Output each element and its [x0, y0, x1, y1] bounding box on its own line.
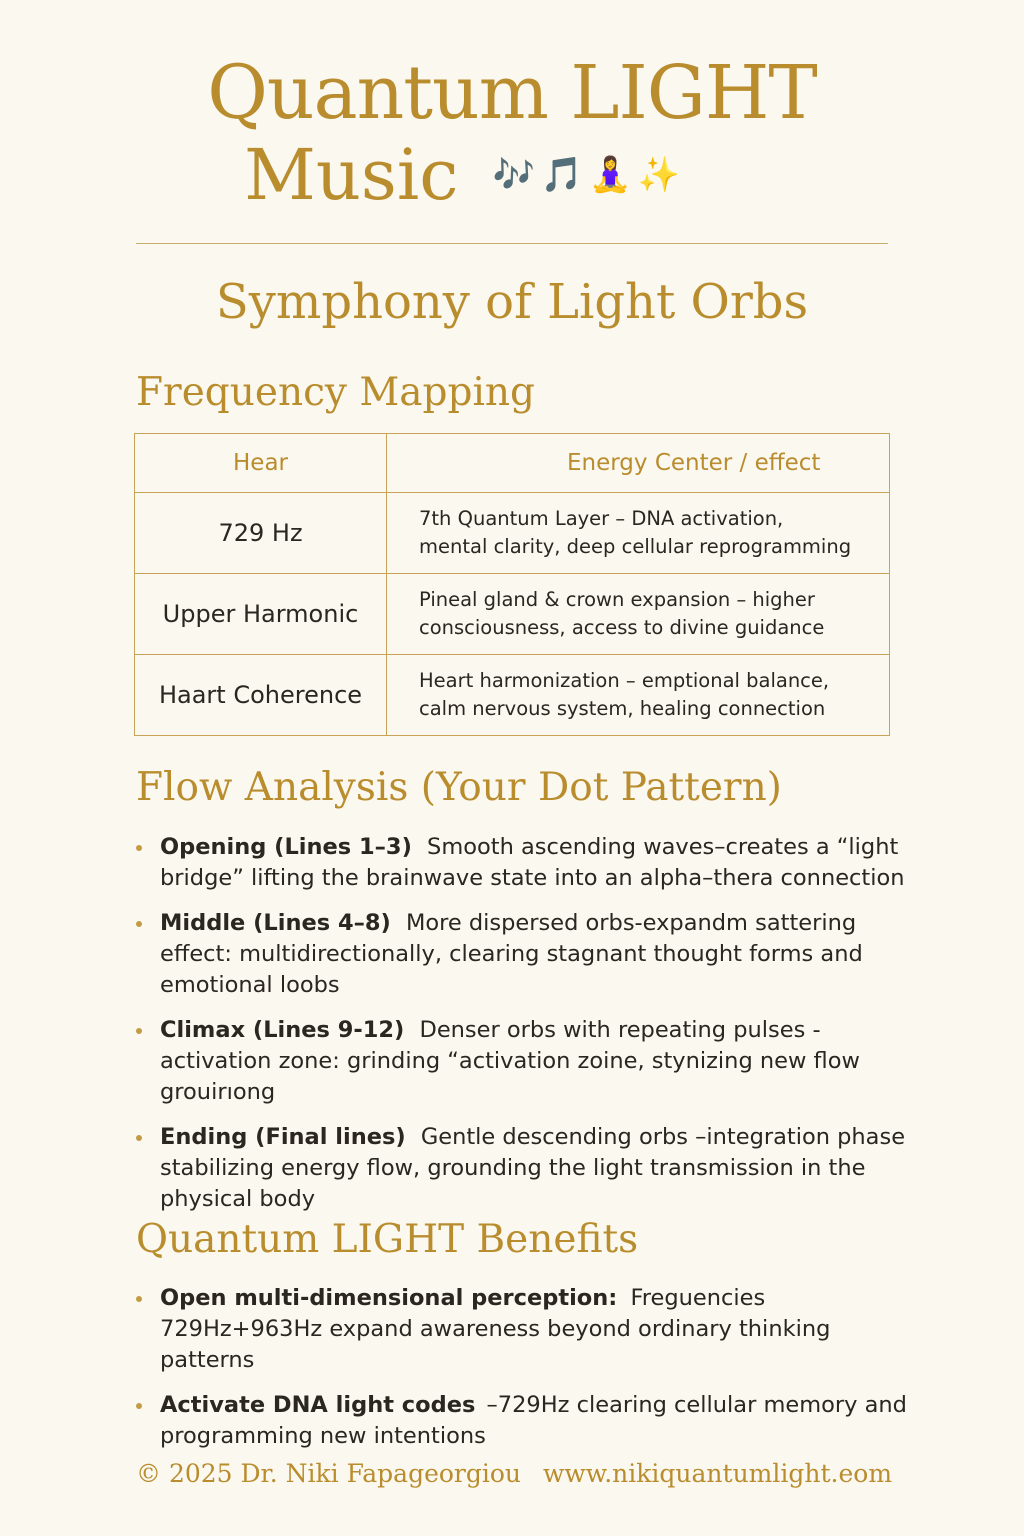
effect-line: 7th Quantum Layer – DNA activation,	[419, 507, 784, 530]
footer	[136, 1456, 892, 1492]
list-item-text: Smooth ascending waves–creates a “light bridge” lifting the brainwave state into an alpha–thera connection	[160, 834, 905, 891]
meditation-icon: 🧘‍♀️	[589, 155, 632, 195]
list-item	[136, 1283, 916, 1376]
list-item-text: Denser orbs with repeating pulses -activation zone: grinding “activation zoine, stynizing new flow grouirıong	[160, 1017, 860, 1105]
table-row	[135, 493, 890, 574]
title-divider	[136, 243, 888, 244]
title-line-2	[0, 134, 1024, 216]
list-item	[136, 908, 916, 1001]
list-item-text: More dispersed orbs-expandm sattering effect: multidirectionally, clearing stagnant thought forms and emotional loobs	[160, 910, 863, 998]
list-item-lead: Middle (Lines 4–8)	[160, 910, 391, 936]
benefits-list	[136, 1283, 916, 1452]
column-header-hear: Hear	[135, 434, 387, 493]
list-item	[136, 1015, 916, 1108]
effect-cell	[387, 655, 890, 736]
list-item-text: –729Hz clearing cellular memory and programming new intentions	[160, 1392, 907, 1449]
copyright-text: © 2025 Dr. Niki Fapageorgiou	[136, 1459, 522, 1488]
effect-line: Heart harmonization – emptional balance,	[419, 669, 830, 692]
list-item	[136, 1390, 916, 1452]
table-row	[135, 574, 890, 655]
effect-line: consciousness, access to divine guidance	[419, 616, 825, 639]
effect-cell	[387, 574, 890, 655]
table-header-row	[135, 434, 890, 493]
list-item	[136, 832, 916, 894]
website-link[interactable]: www.nikiquantumlight.eom	[543, 1459, 893, 1488]
effect-cell	[387, 493, 890, 574]
hear-cell: Upper Harmonic	[135, 574, 387, 655]
title-block	[0, 52, 1024, 216]
sparkles-icon: ✨	[637, 155, 680, 195]
list-item-lead: Activate DNA light codes	[160, 1392, 476, 1418]
list-item-lead: Open multi-dimensional perception:	[160, 1285, 618, 1311]
frequency-table	[134, 433, 890, 736]
list-item-lead: Ending (Final lines)	[160, 1124, 406, 1150]
hear-cell: Haart Coherence	[135, 655, 387, 736]
flow-analysis-list	[136, 832, 916, 1215]
list-item-text: Gentle descending orbs –integration phase stabilizing energy flow, grounding the light transmission in the physical body	[160, 1124, 906, 1212]
benefits-heading: Quantum LIGHT Benefits	[136, 1217, 639, 1262]
list-item-text: Freguencies 729Hz+963Hz expand awareness beyond ordinary thinking patterns	[160, 1285, 831, 1373]
page-title: Quantum LIGHT	[207, 50, 817, 136]
effect-line: calm nervous system, healing connection	[419, 697, 826, 720]
effect-line: Pineal gland & crown expansion – higher	[419, 588, 815, 611]
table-row	[135, 655, 890, 736]
musical-notes-icon: 🎶	[492, 155, 535, 195]
list-item-lead: Opening (Lines 1–3)	[160, 834, 412, 860]
emoji-row	[492, 155, 679, 195]
effect-line: mental clarity, deep cellular reprogramming	[419, 535, 852, 558]
list-item	[136, 1122, 916, 1215]
hear-cell: 729 Hz	[135, 493, 387, 574]
subtitle: Symphony of Light Orbs	[215, 274, 809, 330]
list-item-lead: Climax (Lines 9-12)	[160, 1017, 405, 1043]
page-title-music: Music	[244, 134, 459, 216]
musical-note-icon: 🎵	[540, 155, 584, 195]
column-header-energy: Energy Center / effect	[387, 434, 890, 493]
flow-analysis-heading: Flow Analysis (Your Dot Pattern)	[136, 765, 782, 810]
frequency-mapping-heading: Frequency Mapping	[136, 370, 536, 415]
